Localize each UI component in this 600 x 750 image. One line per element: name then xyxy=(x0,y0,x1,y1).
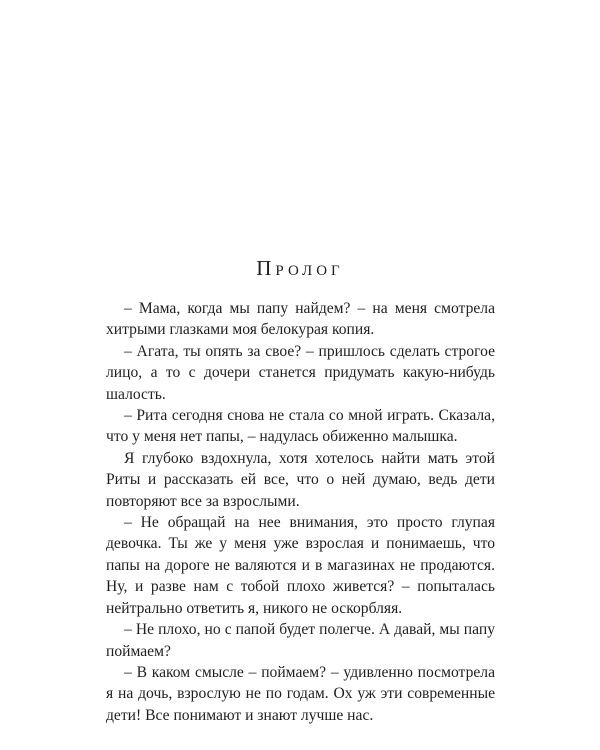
chapter-title: Пролог xyxy=(256,256,344,280)
paragraph: Я глубоко вздохнула, хотя хотелось найти мать этой Риты и рассказать ей все, что о ней думаю, ведь дети повторяют все за взрослыми. xyxy=(106,449,495,510)
paragraph: – Рита сегодня снова не стала со мной играть. Сказала, что у меня нет папы, – надулась обиженно малышка. xyxy=(106,407,495,446)
paragraph: – Агата, ты опять за свое? – пришлось сделать строгое лицо, а то с дочери станется придумать какую-нибудь шалость. xyxy=(106,342,495,403)
paragraph: – Не обращай на нее внимания, это просто глупая девочка. Ты же у меня уже взрослая и понимаешь, что папы на дороге не валяются и в магазинах не продаются. Ну, и разве нам с тобой плохо живется? – попыталась нейтрально ответить я, никого не оскорбляя. xyxy=(106,514,495,617)
paragraph: – В каком смысле – поймаем? – удивленно посмотрела я на дочь, взрослую не по годам. Ох уж эти современные дети! Все понимают и знают лучше нас. xyxy=(106,663,495,724)
paragraph: – Не плохо, но с папой будет полегче. А давай, мы папу поймаем? xyxy=(106,621,495,660)
paragraph: – Мама, когда мы папу найдем? – на меня смотрела хитрыми глазками моя белокурая копия. xyxy=(106,300,495,339)
chapter-text xyxy=(106,298,495,726)
